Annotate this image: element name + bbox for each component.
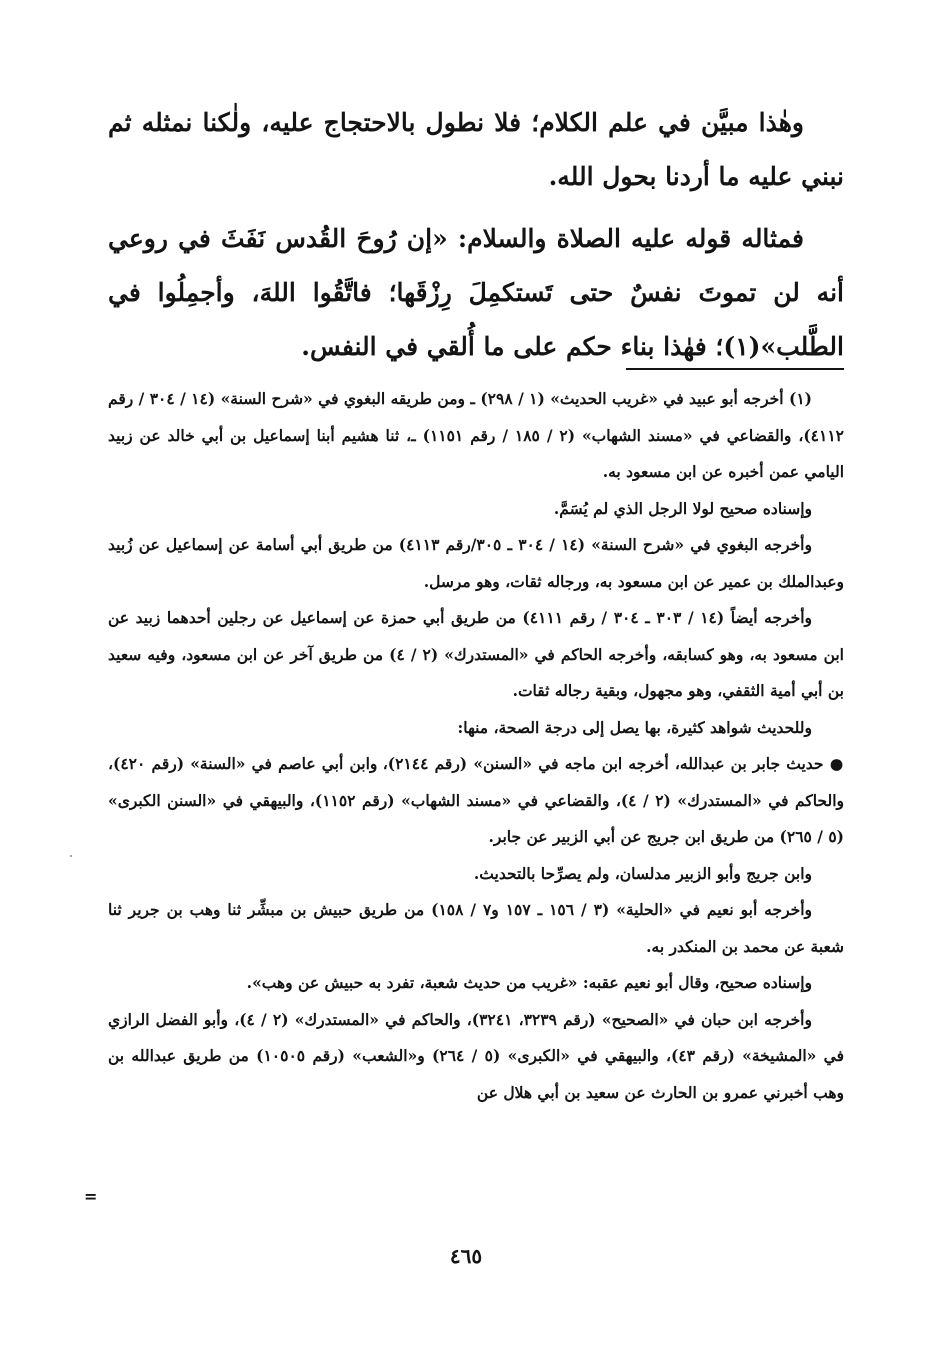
footnote-paragraph: وإسناده صحيح لولا الرجل الذي لم يُسَمَّ.: [553, 498, 812, 518]
scan-speck: [70, 855, 72, 857]
footnote-separator: [626, 368, 844, 370]
footnote-paragraph: وأخرجه أيضاً (١٤ / ٣٠٣ ـ ٣٠٤ / رقم ٤١١١) من طريق أبي حمزة عن إسماعيل عن رجلين أحدهما زبيد عن ابن مسعود به، وهو كسابقه، وأخرجه الحاكم في «المستدرك» (٢ / ٤) من طريق آخر عن ابن مسعود، وفيه سعيد بن أبي أمية الثقفي، وهو مجهول، وبقية رجاله ثقات.: [108, 608, 844, 700]
footnote-paragraph: ● حديث جابر بن عبدالله، أخرجه ابن ماجه في «السنن» (رقم ٢١٤٤)، وابن أبي عاصم في «السنة» (رقم ٤٢٠)، والحاكم في «المستدرك» (٢ / ٤)، والقضاعي في «مسند الشهاب» (رقم ١١٥٢)، والبيهقي في «السنن الكبرى» (٥ / ٢٦٥) من طريق ابن جريج عن أبي الزبير عن جابر.: [108, 754, 844, 846]
footnote-paragraph: وأخرجه البغوي في «شرح السنة» (١٤ / ٣٠٤ ـ ٣٠٥/رقم ٤١١٣) من طريق أبي أسامة عن إسماعيل عن زُبيد وعبدالملك بن عمير عن ابن مسعود به، ورجاله ثقات، وهو مرسل.: [108, 535, 844, 591]
main-paragraph: وهٰذا مبيَّن في علم الكلام؛ فلا نطول بالاحتجاج عليه، ولٰكنا نمثله ثم نبني عليه ما أردنا بحول الله.: [108, 108, 844, 191]
footnote-paragraph: وابن جريج وأبو الزبير مدلسان، ولم يصرِّحا بالتحديث.: [473, 863, 812, 883]
continuation-mark: =: [84, 1187, 98, 1206]
footnotes: [108, 381, 844, 1111]
footnote-paragraph: وإسناده صحيح، وقال أبو نعيم عقبه: «غريب من حديث شعبة، تفرد به حبيش عن وهب».: [246, 973, 812, 992]
page-number: ٤٦٥: [449, 1244, 483, 1268]
footnote-paragraph: (١) أخرجه أبو عبيد في «غريب الحديث» (١ / ٢٩٨) ـ ومن طريقه البغوي في «شرح السنة» (١٤ / ٣٠٤ / رقم ٤١١٢)، والقضاعي في «مسند الشهاب» (٢ / ١٨٥ / رقم ١١٥١) ـ، ثنا هشيم أبنا إسماعيل بن أبي خالد عن زبيد اليامي عمن أخبره عن ابن مسعود به.: [108, 389, 844, 481]
footnote-paragraph: وللحديث شواهد كثيرة، بها يصل إلى درجة الصحة، منها:: [457, 717, 812, 737]
footnote-paragraph: وأخرجه ابن حبان في «الصحيح» (رقم ٣٢٣٩، ٣٢٤١)، والحاكم في «المستدرك» (٢ / ٤)، وأبو الفضل الرازي في «المشيخة» (رقم ٤٣)، والبيهقي في «الكبرى» (٥ / ٢٦٤) و«الشعب» (رقم ١٠٥٠٥) من طريق عبدالله بن وهب أخبرني عمرو بن الحارث عن سعيد بن أبي هلال عن: [108, 1009, 845, 1102]
footnote-paragraph: وأخرجه أبو نعيم في «الحلية» (٣ / ١٥٦ ـ ١٥٧ و٧ / ١٥٨) من طريق حبيش بن مبشِّر ثنا وهب بن جرير ثنا شعبة عن محمد بن المنكدر به.: [108, 900, 844, 956]
main-paragraph: فمثاله قوله عليه الصلاة والسلام: «إن رُوحَ القُدس نَفَثَ في روعي أنه لن تموتَ نفسٌ حتى تَستكمِلَ رِزْقَها؛ فاتَّقُوا اللهَ، وأجمِلُوا في الطَّلب»(١)؛ فهٰذا بناء حكم على ما أُلقي في النفس.: [108, 224, 844, 361]
main-text: [108, 96, 844, 374]
